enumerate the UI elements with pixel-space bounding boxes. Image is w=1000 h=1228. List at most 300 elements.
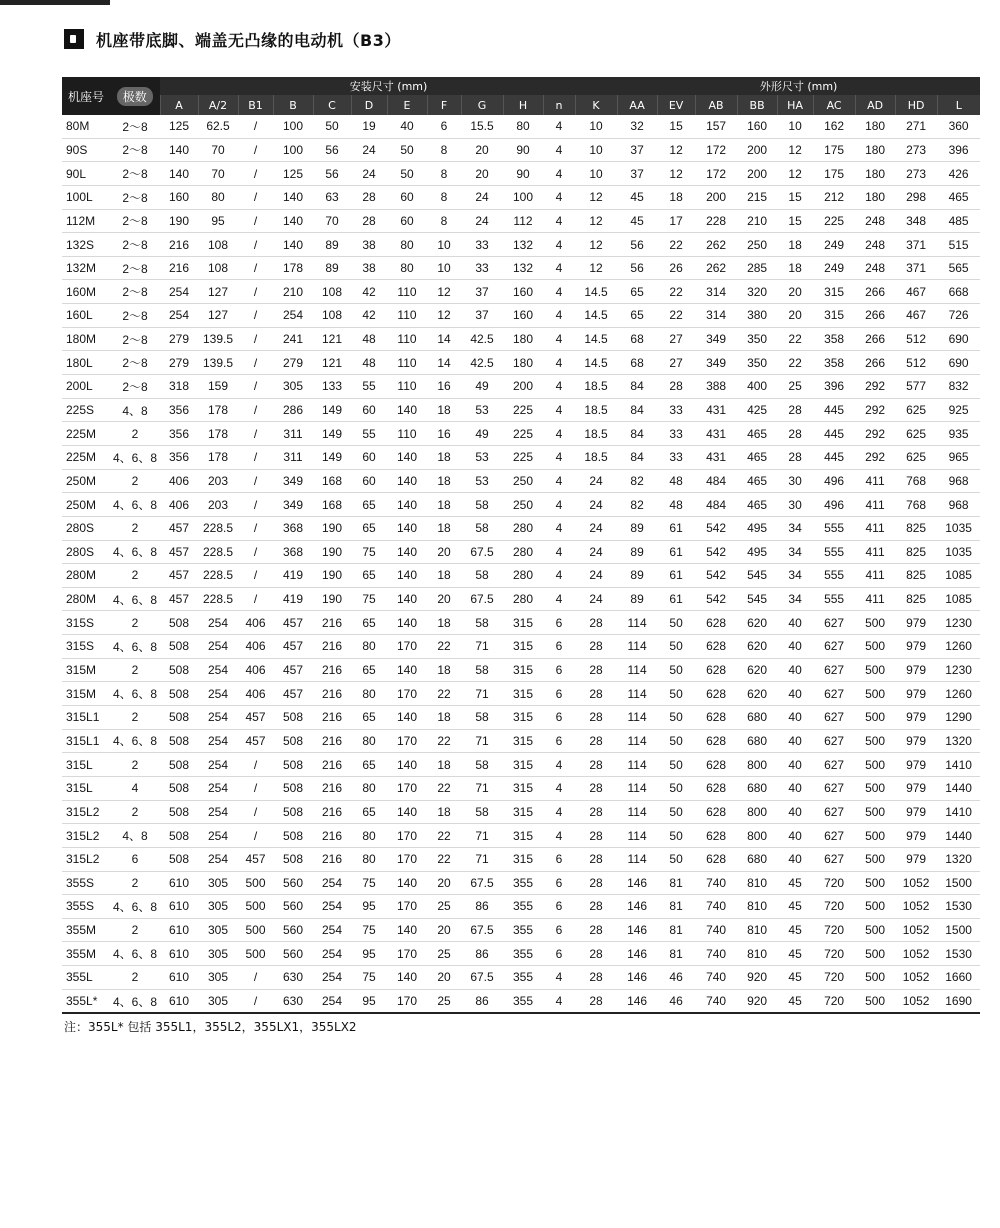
dimension-cell: 28	[362, 190, 376, 205]
dimension-cell: 411	[865, 592, 885, 607]
dimension-cell: 465	[747, 473, 768, 488]
dimension-cell: 627	[824, 710, 845, 725]
dimension-cell: 560	[282, 923, 304, 938]
dimension-cell: 12	[788, 166, 802, 181]
dimension-cell: 508	[168, 757, 190, 772]
dimension-cell: 80	[362, 639, 376, 654]
dimension-cell: 58	[475, 663, 489, 678]
dimension-cell: 40	[788, 733, 802, 748]
dimension-cell: 254	[168, 308, 190, 323]
dimension-cell: 216	[321, 757, 343, 772]
dimension-cell: 6	[440, 119, 448, 134]
dimension-cell: 355	[512, 899, 534, 914]
dimension-cell: 86	[461, 989, 503, 1013]
dimension-cell: 426	[948, 166, 969, 181]
dimension-cell: 32	[630, 119, 644, 134]
dimension-cell: 45	[788, 970, 802, 985]
dimension-cell: 80	[400, 261, 414, 276]
poles-cell: 2～8	[122, 356, 148, 371]
dimension-cell: 65	[362, 497, 376, 512]
dimension-cell: 1052	[902, 946, 930, 961]
dimension-cell: 216	[321, 781, 343, 796]
dimension-cell: 8	[440, 166, 448, 181]
dimension-cell: 628	[706, 828, 727, 843]
dimension-cell: 200	[512, 379, 534, 394]
dimension-cell: 40	[788, 663, 802, 678]
dimension-cell: 170	[396, 781, 418, 796]
dimension-cell: 356	[168, 450, 190, 465]
dimension-cell: 48	[362, 332, 376, 347]
dimension-cell: 48	[669, 473, 683, 488]
dimension-cell: 4	[555, 166, 563, 181]
frame-size-cell: 250M	[66, 473, 97, 488]
dimension-cell: 33	[475, 261, 489, 276]
dimension-cell: 500	[865, 757, 886, 772]
dimension-cell: 542	[706, 544, 727, 559]
column-header: H	[503, 95, 543, 115]
dimension-cell: 18	[437, 497, 451, 512]
dimension-cell: 20	[437, 923, 451, 938]
dimension-cell: 14.5	[584, 308, 608, 323]
dimension-cell: 212	[824, 190, 845, 205]
dimension-cell: 82	[630, 497, 644, 512]
dimension-cell: 500	[245, 875, 266, 890]
poles-cell: 2	[131, 568, 139, 583]
dimension-cell: 146	[627, 875, 648, 890]
poles-cell: 2	[131, 923, 139, 938]
dimension-cell: 249	[824, 261, 845, 276]
dimension-cell: 140	[396, 592, 418, 607]
dimension-cell: 37	[630, 142, 644, 157]
dimension-cell: 555	[824, 521, 845, 536]
dimension-cell: 628	[706, 757, 727, 772]
dimension-cell: 140	[396, 568, 418, 583]
column-header: AD	[855, 95, 895, 115]
dimension-cell: 6	[555, 852, 563, 867]
dimension-cell: 740	[706, 946, 727, 961]
dimension-cell: 140	[168, 142, 190, 157]
dimension-cell: 979	[906, 781, 927, 796]
dimension-cell: 680	[747, 710, 768, 725]
dimension-cell: 371	[906, 237, 927, 252]
frame-size-cell: 315S	[66, 639, 95, 654]
dimension-cell: 249	[824, 237, 845, 252]
dimension-cell: 355	[512, 970, 534, 985]
poles-cell: 4、6、8	[112, 639, 158, 654]
dimension-cell: 22	[669, 308, 683, 323]
dimension-cell: 18.5	[584, 450, 608, 465]
dimension-cell: 65	[362, 568, 376, 583]
dimension-cell: 67.5	[470, 970, 494, 985]
dimension-cell: 34	[788, 521, 802, 536]
dimension-cell: 170	[396, 686, 418, 701]
dimension-cell: 625	[906, 426, 927, 441]
dimension-cell: 979	[906, 852, 927, 867]
dimension-cell: 46	[657, 989, 695, 1013]
dimension-cell: 979	[906, 663, 927, 678]
dimension-cell: 80	[362, 852, 376, 867]
dimension-cell: /	[253, 781, 258, 796]
dimension-cell: 286	[282, 403, 304, 417]
dimension-cell: 81	[669, 899, 683, 914]
dimension-cell: 40	[788, 781, 802, 796]
dimension-cell: 53	[475, 403, 489, 417]
dimension-cell: 350	[747, 355, 768, 370]
dimension-cell: 61	[669, 592, 683, 607]
frame-size-cell: 315M	[66, 686, 97, 701]
dimension-cell: 140	[396, 875, 418, 890]
dimension-cell: 411	[865, 521, 885, 536]
column-header: BB	[737, 95, 777, 115]
dimension-cell: 6	[555, 899, 563, 914]
dimension-cell: 95	[362, 899, 376, 914]
dimension-cell: 216	[321, 639, 343, 654]
dimension-cell: 1690	[937, 989, 980, 1013]
dimension-cell: 680	[747, 781, 768, 796]
dimension-cell: /	[253, 142, 258, 157]
dimension-cell: 542	[706, 521, 727, 536]
dimension-cell: 350	[747, 332, 768, 347]
dimension-cell: 132	[512, 237, 534, 252]
column-header: HD	[895, 95, 937, 115]
dimension-cell: 65	[630, 284, 644, 299]
dimension-cell: 14	[437, 332, 451, 347]
dimension-cell: 628	[706, 733, 727, 748]
dimension-cell: 56	[630, 261, 644, 276]
dimension-cell: 37	[630, 166, 644, 181]
dimension-cell: 114	[627, 828, 647, 843]
dimension-cell: 12	[589, 237, 603, 252]
frame-size-cell: 355L*	[62, 989, 110, 1013]
dimension-cell: 17	[669, 213, 683, 228]
dimension-cell: 411	[865, 544, 885, 559]
dimension-cell: 40	[788, 639, 802, 654]
dimension-cell: 50	[669, 663, 683, 678]
dimension-cell: 1230	[945, 615, 972, 630]
dimension-cell: 67.5	[470, 923, 494, 938]
frame-size-cell: 132M	[66, 261, 97, 276]
dimension-cell: 10	[788, 119, 802, 134]
dimension-cell: 262	[706, 237, 727, 252]
dimension-cell: 315	[512, 710, 534, 725]
dimension-cell: 979	[906, 615, 927, 630]
dimension-cell: 627	[824, 733, 845, 748]
dimension-cell: 121	[321, 355, 343, 370]
dimension-cell: 203	[207, 497, 229, 512]
dimension-cell: 58	[475, 568, 489, 583]
dimension-cell: 20	[437, 970, 451, 985]
dimension-cell: 12	[788, 142, 802, 157]
dimension-cell: 800	[747, 757, 768, 772]
dimension-cell: 1410	[945, 757, 972, 772]
column-header: K	[575, 95, 617, 115]
dimension-cell: 542	[706, 592, 727, 607]
dimension-cell: 10	[589, 142, 603, 157]
dimension-cell: 12	[589, 261, 603, 276]
dimension-cell: 84	[630, 450, 644, 465]
dimension-cell: 140	[396, 403, 418, 417]
dimension-cell: 4	[555, 426, 563, 441]
dimension-cell: 610	[160, 989, 198, 1013]
dimension-cell: 4	[555, 284, 563, 299]
dimension-cell: 12	[669, 142, 683, 157]
dimension-cell: 140	[396, 663, 418, 678]
dimension-cell: 140	[282, 190, 304, 205]
dimension-cell: 6	[555, 686, 563, 701]
dimension-cell: 50	[669, 757, 683, 772]
dimension-cell: 24	[589, 521, 603, 536]
dimension-cell: 27	[669, 355, 683, 370]
dimension-cell: 180	[865, 166, 886, 181]
dimension-cell: /	[253, 190, 258, 205]
dimension-cell: 1440	[945, 828, 972, 843]
dimension-cell: 20	[437, 875, 451, 890]
poles-cell: 2	[131, 970, 139, 985]
dimension-cell: 825	[906, 592, 927, 607]
dimension-cell: 266	[865, 332, 886, 347]
dimension-cell: 555	[824, 592, 845, 607]
dimension-cell: 140	[396, 497, 418, 512]
dimension-cell: /	[253, 261, 258, 276]
dimension-cell: 810	[747, 899, 768, 914]
table-row	[62, 280, 980, 304]
dimension-cell: 15	[669, 119, 683, 134]
table-row	[62, 233, 980, 257]
dimension-cell: 508	[168, 733, 190, 748]
dimension-cell: 216	[321, 733, 343, 748]
dimension-cell: 680	[747, 733, 768, 748]
table-row	[62, 469, 980, 493]
frame-size-cell: 100L	[66, 190, 93, 205]
dimension-cell: 628	[706, 663, 727, 678]
dimension-cell: 266	[865, 284, 886, 299]
dimension-cell: 18	[437, 615, 451, 630]
dimension-cell: 24	[589, 592, 603, 607]
page-title: 机座带底脚、端盖无凸缘的电动机（B3）	[96, 30, 401, 50]
dimension-cell: 178	[207, 403, 229, 417]
frame-size-cell: 280S	[66, 544, 95, 559]
dimension-cell: 140	[396, 615, 418, 630]
dimension-cell: 406	[168, 473, 190, 488]
dimension-cell: 305	[207, 923, 229, 938]
dimension-cell: 979	[906, 686, 927, 701]
dimension-cell: 28	[589, 710, 603, 725]
dimension-cell: 170	[396, 899, 418, 914]
dimension-cell: 110	[397, 426, 417, 441]
dimension-cell: 630	[282, 970, 304, 985]
dimension-cell: 292	[865, 426, 886, 441]
dimension-cell: 740	[706, 970, 727, 985]
dimension-cell: 627	[824, 639, 845, 654]
dimension-cell: 4	[555, 781, 563, 796]
dimension-cell: 273	[906, 166, 927, 181]
frame-size-cell: 225S	[66, 403, 95, 417]
dimension-cell: 6	[555, 875, 563, 890]
dimension-cell: 28	[589, 686, 603, 701]
dimension-cell: 22	[437, 852, 451, 867]
dimension-cell: /	[253, 521, 258, 536]
dimension-cell: 22	[669, 284, 683, 299]
dimension-cell: 465	[948, 190, 969, 205]
dimension-cell: 168	[321, 473, 343, 488]
dimension-cell: 140	[396, 521, 418, 536]
dimension-cell: 56	[325, 166, 339, 181]
dimension-cell: 1052	[902, 923, 930, 938]
dimension-cell: 968	[948, 497, 969, 512]
dimension-cell: 500	[865, 946, 886, 961]
dimension-cell: 68	[630, 332, 644, 347]
dimension-cell: 720	[824, 970, 845, 985]
dimension-cell: 160	[512, 308, 534, 323]
dimension-cell: 315	[512, 828, 534, 843]
dimension-cell: 180	[512, 332, 534, 347]
dimension-cell: 67.5	[470, 875, 494, 890]
dimension-cell: 396	[948, 142, 969, 157]
dimension-cell: 920	[737, 989, 777, 1013]
dimension-cell: 1530	[945, 946, 972, 961]
dimension-cell: 1085	[945, 592, 972, 607]
dimension-cell: 95	[211, 213, 225, 228]
dimension-cell: 508	[168, 781, 190, 796]
dimension-cell: 431	[706, 450, 727, 465]
dimension-cell: 190	[321, 568, 343, 583]
dimension-cell: 49	[475, 379, 489, 394]
dimension-cell: 28	[788, 450, 802, 465]
dimension-cell: 49	[475, 426, 489, 441]
dimension-cell: 108	[207, 261, 229, 276]
dimension-cell: 28	[589, 852, 603, 867]
dimension-cell: 305	[198, 989, 238, 1013]
dimension-cell: 285	[747, 261, 768, 276]
dimension-cell: 56	[630, 237, 644, 252]
dimension-cell: 515	[948, 237, 969, 252]
dimension-cell: 84	[630, 426, 644, 441]
dimension-cell: 14	[437, 355, 451, 370]
table-row	[62, 587, 980, 611]
dimension-cell: 110	[397, 355, 417, 370]
dimension-cell: 457	[168, 568, 190, 583]
dimension-cell: 110	[397, 332, 417, 347]
section-heading	[64, 27, 401, 51]
column-header: F	[427, 95, 461, 115]
poles-cell: 2	[131, 710, 139, 725]
dimension-cell: 27	[669, 332, 683, 347]
dimension-cell: 100	[282, 142, 304, 157]
dimension-cell: 248	[865, 261, 886, 276]
dimension-cell: 690	[948, 355, 969, 370]
dimension-cell: 48	[669, 497, 683, 512]
dimension-cell: 508	[168, 804, 190, 819]
dimension-cell: 610	[168, 899, 190, 914]
dimension-cell: 4	[555, 308, 563, 323]
dimension-cell: 250	[512, 497, 534, 512]
dimension-cell: 53	[475, 450, 489, 465]
dimension-cell: 50	[669, 804, 683, 819]
dimension-cell: 58	[475, 615, 489, 630]
dimension-cell: 457	[168, 521, 190, 536]
dimension-cell: 172	[706, 142, 727, 157]
dimension-cell: 40	[788, 804, 802, 819]
dimension-cell: 228.5	[202, 568, 234, 583]
dimension-cell: 121	[321, 332, 343, 347]
dimension-cell: 50	[400, 166, 414, 181]
dimension-cell: 20	[437, 592, 451, 607]
dimension-cell: /	[253, 544, 258, 559]
dimension-cell: 979	[906, 804, 927, 819]
dimension-cell: 292	[865, 403, 886, 417]
dimension-cell: 254	[207, 804, 229, 819]
dimension-cell: 18	[437, 710, 451, 725]
dimension-cell: 18	[788, 237, 802, 252]
dimension-cell: 400	[747, 379, 768, 394]
dimension-cell: 50	[669, 852, 683, 867]
dimension-cell: 627	[824, 686, 845, 701]
dimension-cell: 279	[168, 332, 190, 347]
dimension-cell: 140	[396, 544, 418, 559]
dimension-table	[62, 77, 980, 1014]
dimension-cell: 28	[589, 899, 603, 914]
dimension-cell: 628	[706, 615, 727, 630]
dimension-cell: 628	[706, 781, 727, 796]
dimension-cell: 740	[706, 899, 727, 914]
dimension-cell: 228.5	[202, 592, 234, 607]
dimension-cell: 555	[824, 568, 845, 583]
dimension-cell: 114	[627, 639, 647, 654]
dimension-cell: 28	[575, 989, 617, 1013]
dimension-cell: 8	[440, 213, 448, 228]
dimension-cell: 12	[589, 213, 603, 228]
dimension-cell: /	[253, 568, 258, 583]
dimension-cell: 668	[948, 284, 969, 299]
poles-cell: 4、6、8	[112, 687, 158, 702]
column-header: B1	[238, 95, 273, 115]
poles-cell: 2～8	[122, 379, 148, 394]
dimension-cell: 61	[669, 544, 683, 559]
dimension-cell: 75	[362, 875, 376, 890]
dimension-cell: 160	[747, 119, 768, 134]
dimension-cell: 465	[747, 450, 768, 465]
dimension-cell: 90	[516, 166, 530, 181]
dimension-cell: 216	[168, 237, 190, 252]
dimension-cell: 457	[282, 663, 304, 678]
dimension-cell: 114	[627, 804, 647, 819]
table-row	[62, 375, 980, 399]
dimension-cell: 825	[906, 544, 927, 559]
dimension-cell: 34	[788, 544, 802, 559]
dimension-cell: 465	[747, 426, 768, 441]
dimension-cell: 1440	[945, 781, 972, 796]
frame-size-cell: 355M	[66, 923, 97, 938]
dimension-cell: 190	[321, 544, 343, 559]
top-rule	[0, 0, 110, 5]
dimension-cell: 555	[824, 544, 845, 559]
dimension-cell: 8	[440, 190, 448, 205]
dimension-cell: 175	[824, 142, 845, 157]
dimension-cell: 18	[437, 403, 451, 417]
dimension-cell: 50	[400, 142, 414, 157]
dimension-cell: 84	[630, 379, 644, 394]
dimension-cell: 28	[669, 379, 683, 394]
dimension-cell: 67.5	[470, 592, 494, 607]
frame-size-cell: 132S	[66, 237, 95, 252]
dimension-cell: 560	[282, 899, 304, 914]
dimension-cell: 356	[168, 403, 190, 417]
dimension-cell: 18	[437, 450, 451, 465]
dimension-cell: 620	[747, 686, 768, 701]
dimension-cell: 170	[396, 852, 418, 867]
dimension-cell: 33	[669, 450, 683, 465]
table-row	[62, 824, 980, 848]
